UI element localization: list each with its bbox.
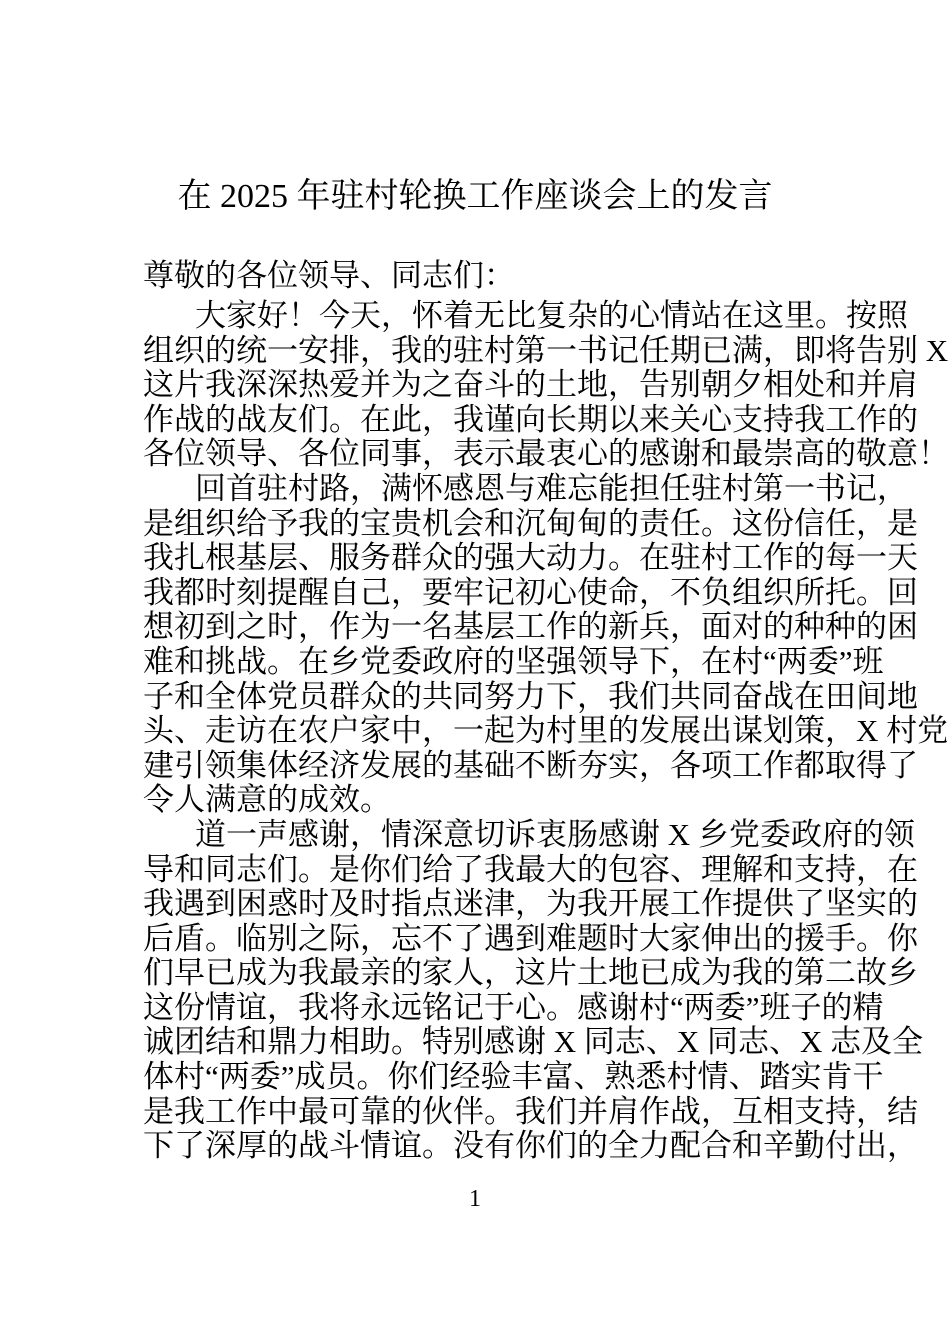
- paragraph-line: 头、走访在农户家中，一起为村里的发展出谋划策，X 村党: [143, 713, 949, 749]
- paragraph: [143, 298, 949, 472]
- paragraph-line: 作战的战友们。在此，我谨向长期以来关心支持我工作的: [143, 401, 918, 437]
- paragraph-line: 导和同志们。是你们给了我最大的包容、理解和支持，在: [143, 851, 918, 887]
- paragraph-line: 这片我深深热爱并为之奋斗的土地，告别朝夕相处和并肩: [143, 367, 918, 403]
- paragraph: [143, 816, 924, 1164]
- paragraph-line: 体村“两委”成员。你们经验丰富、熟悉村情、踏实肯干: [143, 1059, 884, 1095]
- salutation: 尊敬的各位领导、同志们：: [143, 258, 515, 293]
- paragraph-line: 下了深厚的战斗情谊。没有你们的全力配合和辛勤付出，: [143, 1128, 918, 1164]
- page-number: 1: [469, 1186, 481, 1212]
- paragraph-line: 是我工作中最可靠的伙伴。我们并肩作战，互相支持，结: [143, 1093, 918, 1129]
- paragraph-line: 这份情谊，我将永远铭记于心。感谢村“两委”班子的精: [143, 989, 884, 1025]
- paragraph-line: 我都时刻提醒自己，要牢记初心使命，不负组织所托。回: [143, 574, 918, 610]
- paragraph-line: 道一声感谢，情深意切诉衷肠感谢 X 乡党委政府的领: [195, 816, 915, 852]
- paragraph-line: 回首驻村路，满怀感恩与难忘能担任驻村第一书记，: [195, 470, 908, 506]
- paragraph-line: 后盾。临别之际，忘不了遇到难题时大家伸出的援手。你: [143, 920, 918, 956]
- paragraph-line: 各位领导、各位同事，表示最衷心的感谢和最崇高的敬意！: [143, 436, 949, 472]
- paragraph-line: 子和全体党员群众的共同努力下，我们共同奋战在田间地: [143, 678, 918, 714]
- paragraph-line: 我扎根基层、服务群众的强大动力。在驻村工作的每一天: [143, 540, 918, 576]
- paragraph-line: 难和挑战。在乡党委政府的坚强领导下，在村“两委”班: [143, 643, 884, 679]
- paragraph-line: 令人满意的成效。: [143, 782, 391, 818]
- paragraphs: [143, 298, 949, 1164]
- paragraph-line: 诚团结和鼎力相助。特别感谢 X 同志、X 同志、X 志及全: [143, 1024, 924, 1060]
- document-title: 在 2025 年驻村轮换工作座谈会上的发言: [177, 178, 773, 215]
- document-body: [143, 258, 949, 1164]
- paragraph-line: 组织的统一安排，我的驻村第一书记任期已满，即将告别 X: [143, 332, 949, 368]
- paragraph-line: 是组织给予我的宝贵机会和沉甸甸的责任。这份信任，是: [143, 505, 918, 541]
- paragraph-line: 建引领集体经济发展的基础不断夯实，各项工作都取得了: [143, 747, 918, 783]
- paragraph-line: 们早已成为我最亲的家人，这片土地已成为我的第二故乡: [143, 955, 918, 991]
- paragraph-line: 大家好！今天，怀着无比复杂的心情站在这里。按照: [195, 298, 908, 333]
- paragraph-line: 想初到之时，作为一名基层工作的新兵，面对的种种的困: [143, 609, 918, 645]
- paragraph: [143, 470, 949, 818]
- paragraph-line: 我遇到困惑时及时指点迷津，为我开展工作提供了坚实的: [143, 886, 918, 922]
